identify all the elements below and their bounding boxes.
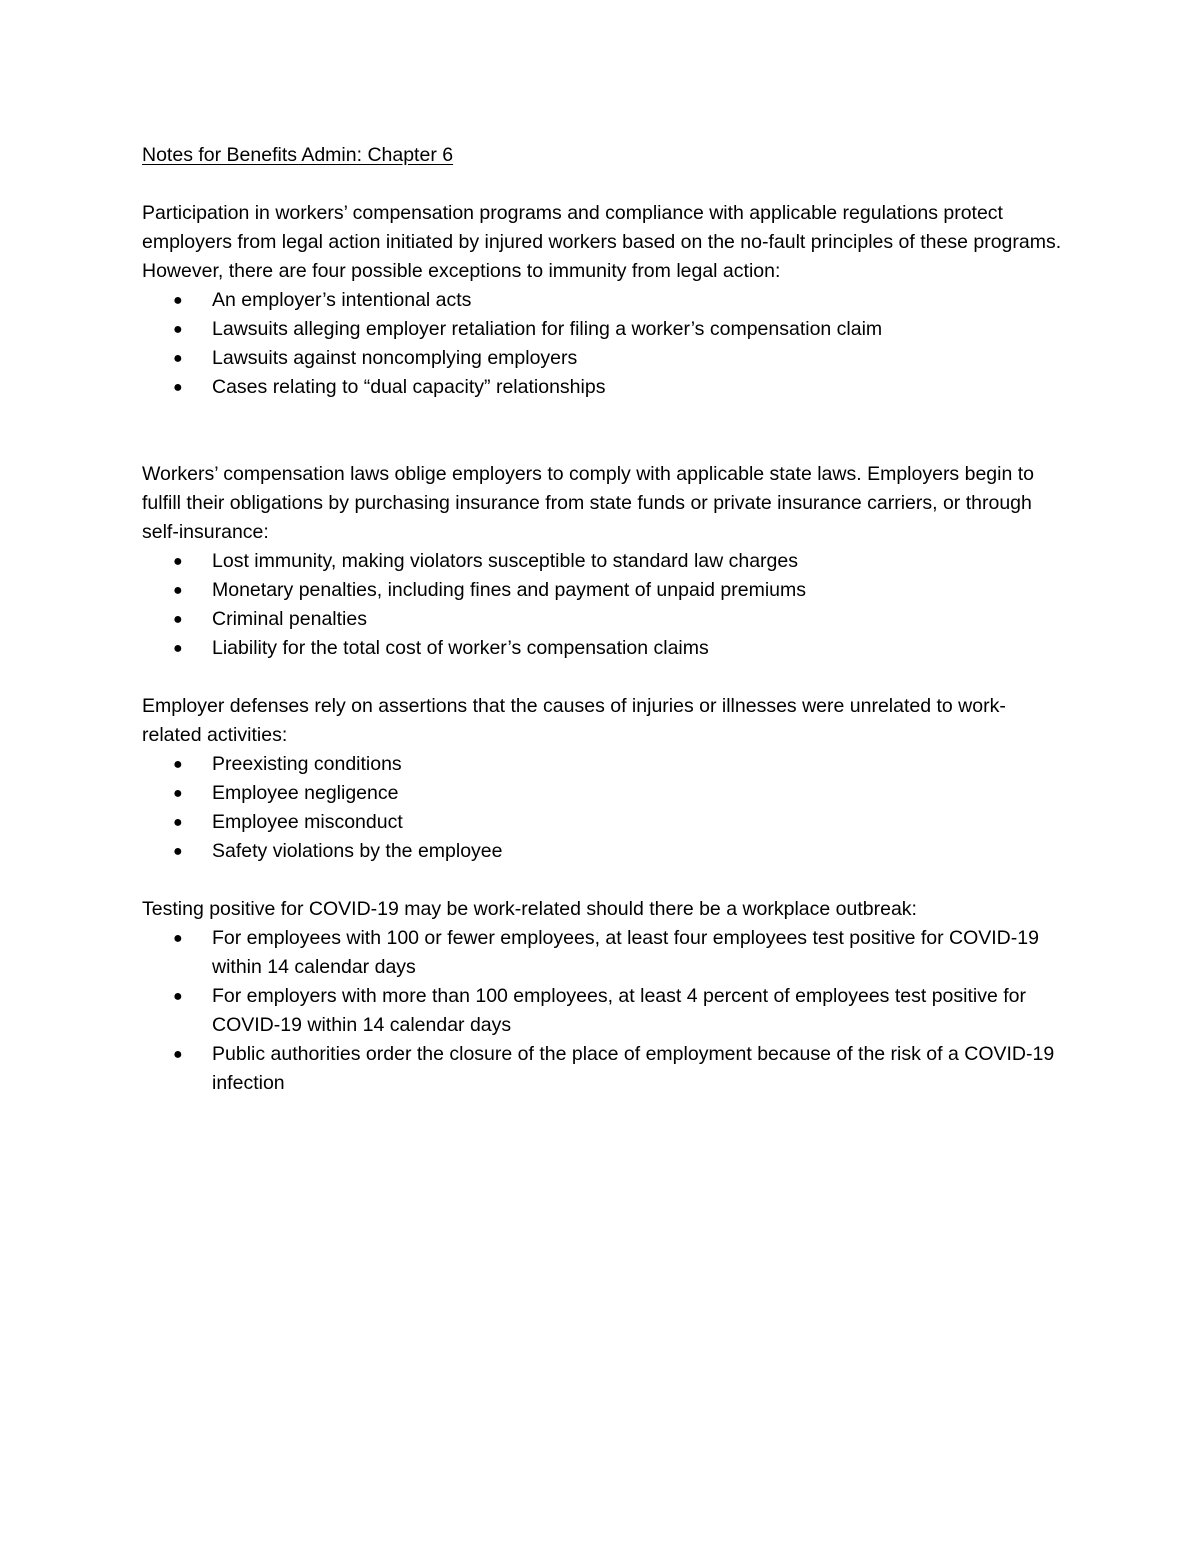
list-item — [142, 576, 1062, 605]
list-item-text: An employer’s intentional acts — [212, 289, 472, 311]
section-2-list — [142, 547, 1062, 663]
bullet-icon: ● — [173, 756, 183, 773]
bullet-icon: ● — [173, 930, 183, 947]
list-item-text: Criminal penalties — [212, 608, 367, 630]
bullet-icon: ● — [173, 553, 183, 570]
list-item-text: Monetary penalties, including fines and payment of unpaid premiums — [212, 579, 807, 601]
list-item-text: Lawsuits against noncomplying employers — [212, 347, 578, 369]
list-item-text: Cases relating to “dual capacity” relationships — [212, 376, 606, 398]
section-1-intro: Participation in workers’ compensation programs and compliance with applicable regulations protect employers from legal action initiated by injured workers based on the no-fault principles of these programs. However, there are four possible exceptions to immunity from legal action: — [142, 202, 1062, 282]
bullet-icon: ● — [173, 814, 183, 831]
bullet-icon: ● — [173, 988, 183, 1005]
section-1-list — [142, 286, 1062, 402]
list-item — [142, 982, 1062, 1040]
document-title: Notes for Benefits Admin: Chapter 6 — [142, 144, 454, 166]
list-item-text: Liability for the total cost of worker’s compensation claims — [212, 637, 709, 659]
bullet-icon: ● — [173, 843, 183, 860]
list-item-text: Lawsuits alleging employer retaliation for filing a worker’s compensation claim — [212, 318, 883, 340]
list-item — [142, 315, 1062, 344]
section-4-intro: Testing positive for COVID-19 may be work-related should there be a workplace outbreak: — [142, 898, 917, 920]
list-item — [142, 1040, 1062, 1098]
section-3-intro: Employer defenses rely on assertions that the causes of injuries or illnesses were unrelated to work-related activities: — [142, 695, 1006, 746]
list-item-text: Public authorities order the closure of the place of employment because of the risk of a COVID-19 infection — [212, 1043, 1055, 1094]
list-item — [142, 750, 1062, 779]
bullet-icon: ● — [173, 785, 183, 802]
bullet-icon: ● — [173, 582, 183, 599]
list-item-text: For employers with more than 100 employees, at least 4 percent of employees test positive for COVID-19 within 14 calendar days — [212, 985, 1026, 1036]
list-item — [142, 808, 1062, 837]
list-item — [142, 286, 1062, 315]
list-item-text: Employee negligence — [212, 782, 399, 804]
list-item — [142, 779, 1062, 808]
list-item — [142, 344, 1062, 373]
list-item — [142, 634, 1062, 663]
bullet-icon: ● — [173, 321, 183, 338]
bullet-icon: ● — [173, 640, 183, 657]
document-page — [142, 141, 1062, 1098]
bullet-icon: ● — [173, 292, 183, 309]
list-item-text: For employees with 100 or fewer employees, at least four employees test positive for COVID-19 within 14 calendar days — [212, 927, 1039, 978]
list-item — [142, 373, 1062, 402]
section-4-list — [142, 924, 1062, 1098]
bullet-icon: ● — [173, 1046, 183, 1063]
list-item-text: Safety violations by the employee — [212, 840, 503, 862]
bullet-icon: ● — [173, 350, 183, 367]
list-item — [142, 547, 1062, 576]
list-item-text: Preexisting conditions — [212, 753, 402, 775]
bullet-icon: ● — [173, 379, 183, 396]
list-item — [142, 924, 1062, 982]
list-item — [142, 605, 1062, 634]
section-3-list — [142, 750, 1062, 866]
section-2-intro: Workers’ compensation laws oblige employers to comply with applicable state laws. Employers begin to fulfill their obligations by purchasing insurance from state funds or private insurance carriers, or through self-insurance: — [142, 463, 1034, 543]
list-item-text: Employee misconduct — [212, 811, 403, 833]
list-item-text: Lost immunity, making violators susceptible to standard law charges — [212, 550, 798, 572]
bullet-icon: ● — [173, 611, 183, 628]
list-item — [142, 837, 1062, 866]
